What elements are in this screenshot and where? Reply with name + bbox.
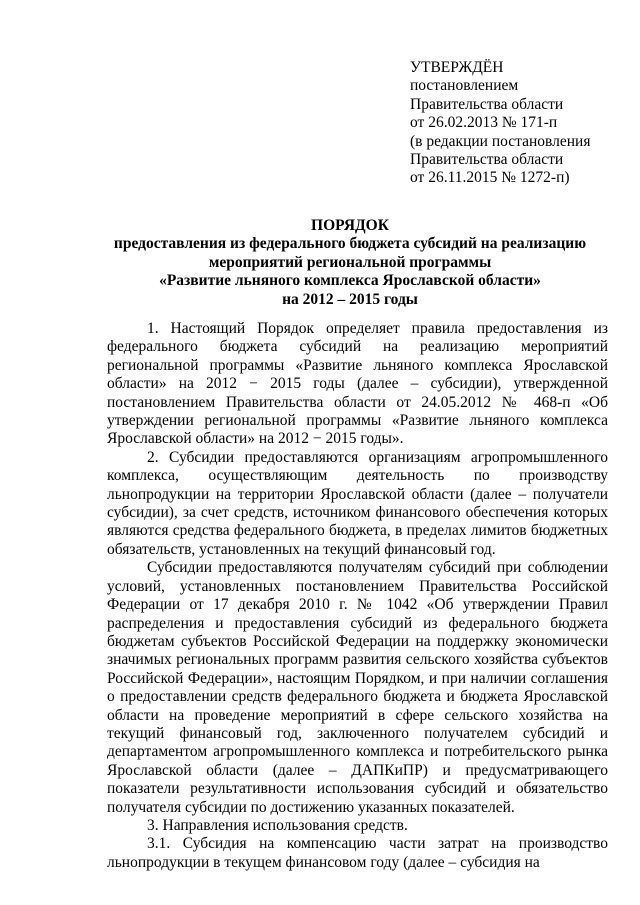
approval-stamp [410,59,630,188]
title-line-2: мероприятий региональной программы [208,253,492,271]
title-line-3: «Развитие льняного комплекса Ярославской области» [159,272,541,290]
approval-line-edition: (в редакции постановления [410,132,591,150]
document-body [107,320,608,872]
paragraph-1: 1. Настоящий Порядок определяет правила предоставления из федерального бюджета субсидий на реализацию мероприятий региональной программы «Развитие льняного комплекса Ярославской области» на 2012 − 2015 годы (далее – субсидии), утвержденной постановлением Правительства области от 24.05.2012 № 468-п «Об утверждении региональной программы «Развитие льняного комплекса Ярославской области» на 2012 − 2015 годы». [107,320,608,448]
approval-line-government-2: Правительства области [410,151,564,169]
document-title [100,217,600,309]
paragraph-4: 3. Направления использования средств. [147,816,408,834]
paragraph-3: Субсидии предоставляются получателям субсидий при соблюдении условий, установленных постановлением Правительства Российской Федерации от 17 декабря 2010 г. № 1042 «Об утверждении Правил распределения и предоставления субсидий из федерального бюджета бюджетам субъектов Российской Федерации на поддержку экономически значимых региональных программ развития сельского хозяйства субъектов Российской Федерации», настоящим Порядком, и при наличии соглашения о предоставлении средств федерального бюджета и бюджета Ярославской области на проведение мероприятий в сфере сельского хозяйства на текущий финансовый год, заключенного получателем субсидий и департаментом агропромышленного комплекса и потребительского рынка Ярославской области (далее – ДАПКиПР) и предусматривающего показатели результативности использования субсидий и обязательство получателя субсидии по достижению указанных показателей. [107,559,608,816]
approval-line-approved: УТВЕРЖДЁН [410,59,504,76]
title-line-1: предоставления из федерального бюджета субсидий на реализацию [113,235,587,253]
paragraph-2: 2. Субсидии предоставляются организациям агропромышленного комплекса, осуществляющим деятельность по производству льнопродукции на территории Ярославской области (далее – получатели субсидии), за счет средств, источником финансового обеспечения которых являются средства федерального бюджета, в пределах лимитов бюджетных обязательств, установленных на текущий финансовый год. [107,448,608,558]
paragraph-5: 3.1. Субсидия на компенсацию части затрат на производство льнопродукции в текущем финансовом году (далее – субсидия на [107,835,608,871]
title-heading: ПОРЯДОК [311,217,389,234]
approval-line-edition-date-number: от 26.11.2015 № 1272-п) [410,169,570,187]
approval-line-government: Правительства области [410,95,564,113]
title-line-4: на 2012 – 2015 годы [282,290,418,308]
approval-line-by-resolution: постановлением [410,77,519,95]
approval-line-date-number: от 26.02.2013 № 171-п [410,114,558,132]
